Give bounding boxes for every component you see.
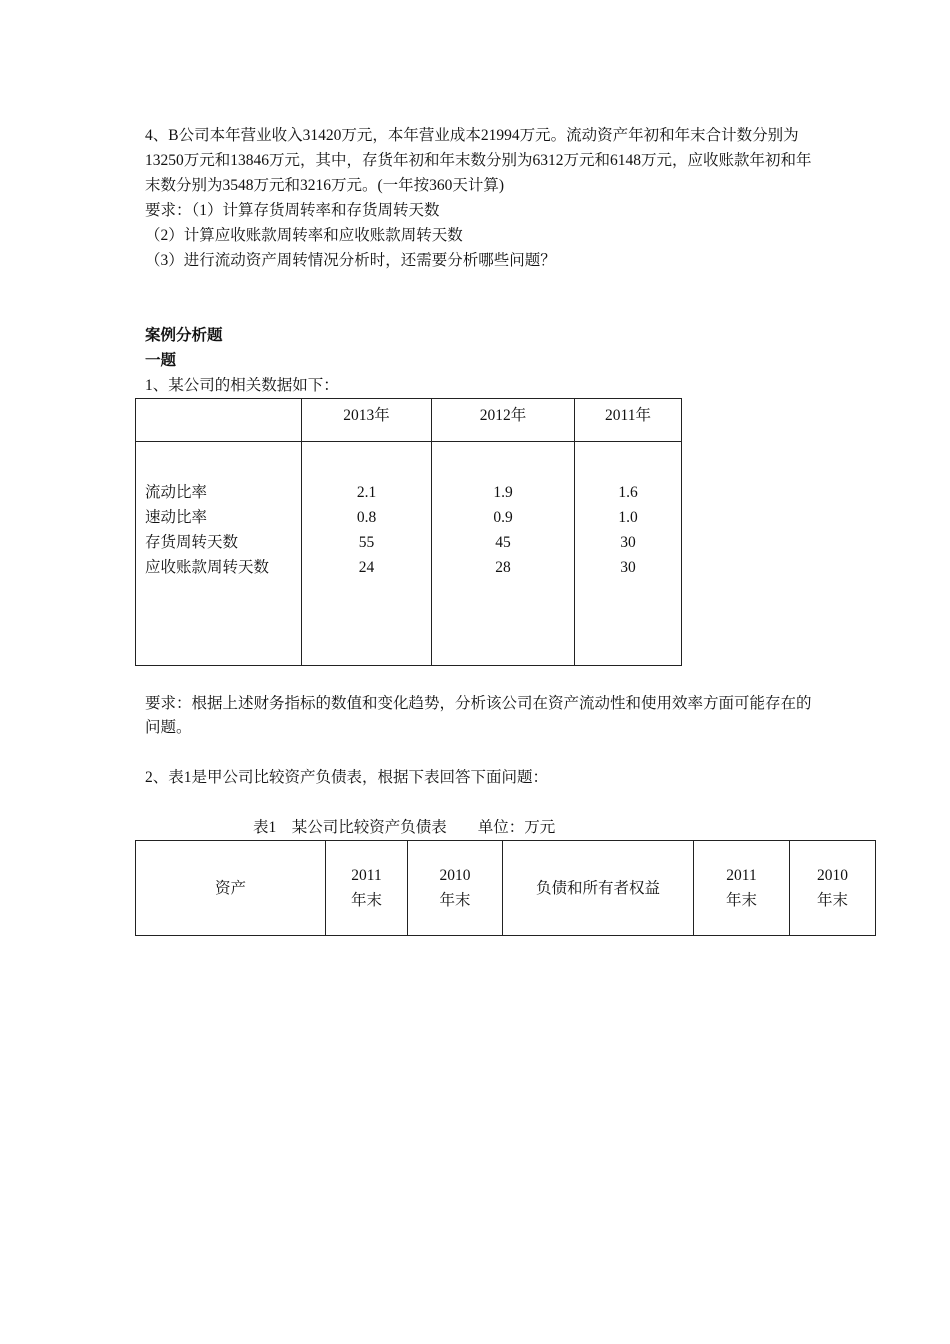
question-2-intro: 2、表1是甲公司比较资产负债表，根据下表回答下面问题： <box>145 769 549 786</box>
question-4-requirement-2: （2）计算应收账款周转率和应收账款周转天数 <box>145 227 463 244</box>
ratio-table-header-blank <box>136 399 302 442</box>
ratio-2011-column <box>575 442 682 666</box>
ratio-value-2013: 24 <box>358 559 375 576</box>
liabilities-2010-header <box>790 841 876 936</box>
ratio-value-2012: 1.9 <box>493 484 513 501</box>
ratio-value-2013: 55 <box>358 534 375 551</box>
balance-sheet-table <box>135 840 876 936</box>
question-4-paragraph: 4、B公司本年营业收入31420万元，本年营业成本21994万元。流动资产年初和年末合计数分别为13250万元和13846万元，其中，存货年初和年末数分别为6312万元和6148万元，应收账款年初和年末数分别为3548万元和3216万元。(一年按360天计算) <box>145 127 812 194</box>
ratio-value-2011: 30 <box>620 534 636 551</box>
ratio-value-2013: 2.1 <box>356 484 377 501</box>
ratio-value-2011: 1.6 <box>618 484 638 501</box>
year-end-label: 年末 <box>816 892 848 909</box>
ratio-value-2012: 45 <box>495 534 511 551</box>
ratio-label: 流动比率 <box>145 484 208 501</box>
ratio-value-2011: 1.0 <box>618 509 638 526</box>
year-end-label: 年末 <box>439 892 471 909</box>
balance-sheet-header-row <box>136 841 876 936</box>
question-4-requirement-1: 要求：（1）计算存货周转率和存货周转天数 <box>145 202 440 219</box>
ratio-table <box>135 398 682 666</box>
year-label: 2010 <box>817 867 848 884</box>
liabilities-2011-header <box>694 841 790 936</box>
ratio-value-2011: 30 <box>620 559 636 576</box>
year-end-label: 年末 <box>725 892 757 909</box>
question-4-block <box>145 123 825 273</box>
year-label: 2010 <box>439 867 471 884</box>
year-end-label: 年末 <box>350 892 382 909</box>
ratio-table-body-row <box>136 442 682 666</box>
ratio-table-header-row <box>136 399 682 442</box>
year-label: 2011 <box>726 867 757 884</box>
assets-2010-header <box>408 841 503 936</box>
ratio-table-header-2013: 2013年 <box>302 399 432 442</box>
question-1-intro: 1、某公司的相关数据如下： <box>145 377 339 394</box>
ratio-value-2012: 28 <box>495 559 511 576</box>
section-title: 案例分析题 <box>145 327 223 344</box>
ratio-label: 应收账款周转天数 <box>145 559 270 576</box>
ratio-2012-column <box>432 442 575 666</box>
assets-header: 资产 <box>136 841 326 936</box>
ratio-value-2013: 0.8 <box>356 509 377 526</box>
question-1-requirement: 要求：根据上述财务指标的数值和变化趋势，分析该公司在资产流动性和使用效率方面可能存在的问题。 <box>145 695 812 736</box>
ratio-table-header-2012: 2012年 <box>432 399 575 442</box>
ratio-label-column <box>136 442 302 666</box>
ratio-2013-column <box>302 442 432 666</box>
table-2-caption: 表1 某公司比较资产负债表 单位：万元 <box>253 819 556 836</box>
ratio-label: 存货周转天数 <box>145 534 239 551</box>
year-label: 2011 <box>351 867 382 884</box>
ratio-label: 速动比率 <box>145 509 208 526</box>
section-subtitle: 一题 <box>145 352 177 369</box>
ratio-value-2012: 0.9 <box>493 509 513 526</box>
assets-2011-header <box>326 841 408 936</box>
liabilities-equity-header: 负债和所有者权益 <box>503 841 694 936</box>
ratio-table-header-2011: 2011年 <box>575 399 682 442</box>
question-4-requirement-3: （3）进行流动资产周转情况分析时，还需要分析哪些问题？ <box>145 252 556 269</box>
